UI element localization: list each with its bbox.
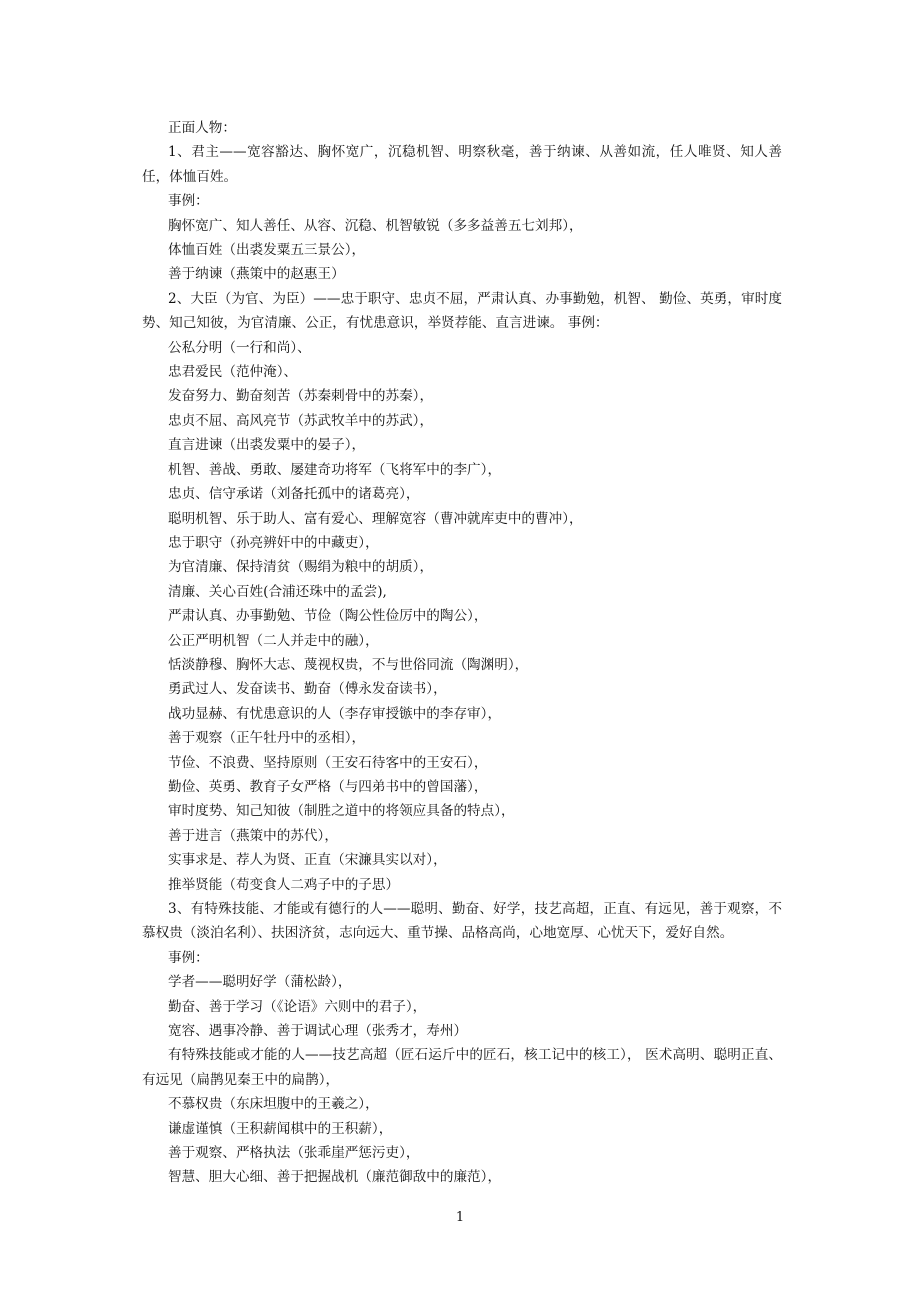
section3-example: 智慧、胆大心细、善于把握战机（廉范御敌中的廉范）， bbox=[168, 1169, 502, 1186]
section2-example: 公正严明机智（二人并走中的融）， bbox=[168, 632, 379, 649]
section2-example: 节俭、不浪费、坚持原则（王安石待客中的王安石）， bbox=[168, 754, 488, 771]
page-number: 1 bbox=[455, 1210, 465, 1225]
section2-example: 善于观察（正午牡丹中的丞相）， bbox=[168, 730, 366, 747]
section3-example: 善于观察、严格执法（张乖崖严惩污吏）， bbox=[168, 1145, 420, 1162]
section2-example: 推举贤能（苟变食人二鸡子中的子思） bbox=[168, 876, 400, 893]
section3-examples-label: 事例： bbox=[168, 949, 209, 966]
section2-example: 勇武过人、发奋读书、勤奋（傅永发奋读书）， bbox=[168, 681, 447, 698]
section3-special-text: 有特殊技能或才能的人——技艺高超（匠石运斤中的匠石，核工记中的核工）， 医术高明、聪明正直、有远见（扁鹊见秦王中的扁鹊）， bbox=[142, 1047, 782, 1088]
section3-text: 3、有特殊技能、才能或有德行的人——聪明、勤奋、好学，技艺高超，正直、有远见，善于观察，不慕权贵（淡泊名利）、扶困济贫，志向远大、重节操、品格高尚，心地宽厚、心忧天下，爱好自然。 bbox=[142, 901, 782, 942]
section2-example: 善于进言（燕策中的苏代）， bbox=[168, 827, 338, 844]
section2-example: 审时度势、知己知彼（制胜之道中的将领应具备的特点）， bbox=[168, 803, 515, 820]
section1-example: 胸怀宽广、知人善任、从容、沉稳、机智敏锐（多多益善五七刘邦）， bbox=[168, 217, 583, 234]
section2-example: 发奋努力、勤奋刻苦（苏秦刺骨中的苏秦）， bbox=[168, 388, 434, 405]
section2-example: 忠君爱民（范仲淹）、 bbox=[168, 364, 298, 381]
section2-example: 实事求是、荐人为贤、正直（宋濂具实以对）， bbox=[168, 852, 447, 869]
section3-example: 勤奋、善于学习（《论语》六则中的君子）， bbox=[168, 998, 427, 1015]
section3-example: 不慕权贵（东床坦腹中的王羲之）， bbox=[168, 1096, 379, 1113]
section3-example: 学者——聪明好学（蒲松龄）， bbox=[168, 974, 352, 991]
section2-example: 公私分明（一行和尚）、 bbox=[168, 339, 311, 356]
section2-example: 勤俭、英勇、教育子女严格（与四弟书中的曾国藩）， bbox=[168, 778, 488, 795]
section1-example: 善于纳谏（燕策中的赵惠王） bbox=[168, 266, 345, 283]
section2-example: 聪明机智、乐于助人、富有爱心、理解宽容（曹冲就库吏中的曹冲）， bbox=[168, 510, 583, 527]
section1-examples-label: 事例： bbox=[168, 193, 209, 210]
section2-example: 忠贞不屈、高风亮节（苏武牧羊中的苏武）， bbox=[168, 412, 434, 429]
section1-text: 1、君主——宽容豁达、胸怀宽广，沉稳机智、明察秋毫，善于纳谏、从善如流，任人唯贤、知人善任，体恤百姓。 bbox=[142, 144, 782, 185]
section-heading: 正面人物： bbox=[168, 120, 236, 136]
section2-example: 为官清廉、保持清贫（赐绢为粮中的胡质）， bbox=[168, 559, 434, 576]
document-body bbox=[142, 116, 782, 1190]
section2-example: 战功显赫、有忧患意识的人（李存审授镞中的李存审）， bbox=[168, 705, 502, 722]
section2-example: 忠于职守（孙亮辨奸中的中藏吏）， bbox=[168, 534, 379, 551]
section2-text: 2、大臣（为官、为臣）——忠于职守、忠贞不屈，严肃认真、办事勤勉，机智、 勤俭、英勇，审时度势、知己知彼，为官清廉、公正，有忧患意识，举贤荐能、直言进谏。 事例： bbox=[142, 290, 782, 332]
section2-example: 机智、善战、勇敢、屡建奇功将军（飞将军中的李广）， bbox=[168, 461, 502, 478]
section2-example: 忠贞、信守承诺（刘备托孤中的诸葛亮）， bbox=[168, 486, 420, 503]
section3-example: 宽容、遇事冷静、善于调试心理（张秀才，寿州） bbox=[168, 1023, 468, 1040]
section2-example: 严肃认真、办事勤勉、节俭（陶公性俭厉中的陶公）， bbox=[168, 608, 488, 625]
section3-example: 谦虚谨慎（王积薪闻棋中的王积薪）， bbox=[168, 1120, 393, 1137]
section2-example: 清廉、关心百姓(合浦还珠中的孟尝), bbox=[168, 583, 387, 600]
section2-example: 直言进谏（出裘发粟中的晏子）， bbox=[168, 437, 366, 454]
section1-example: 体恤百姓（出裘发粟五三景公）， bbox=[168, 242, 366, 259]
section2-example: 恬淡静穆、胸怀大志、蔑视权贵，不与世俗同流（陶渊明）， bbox=[168, 656, 529, 673]
